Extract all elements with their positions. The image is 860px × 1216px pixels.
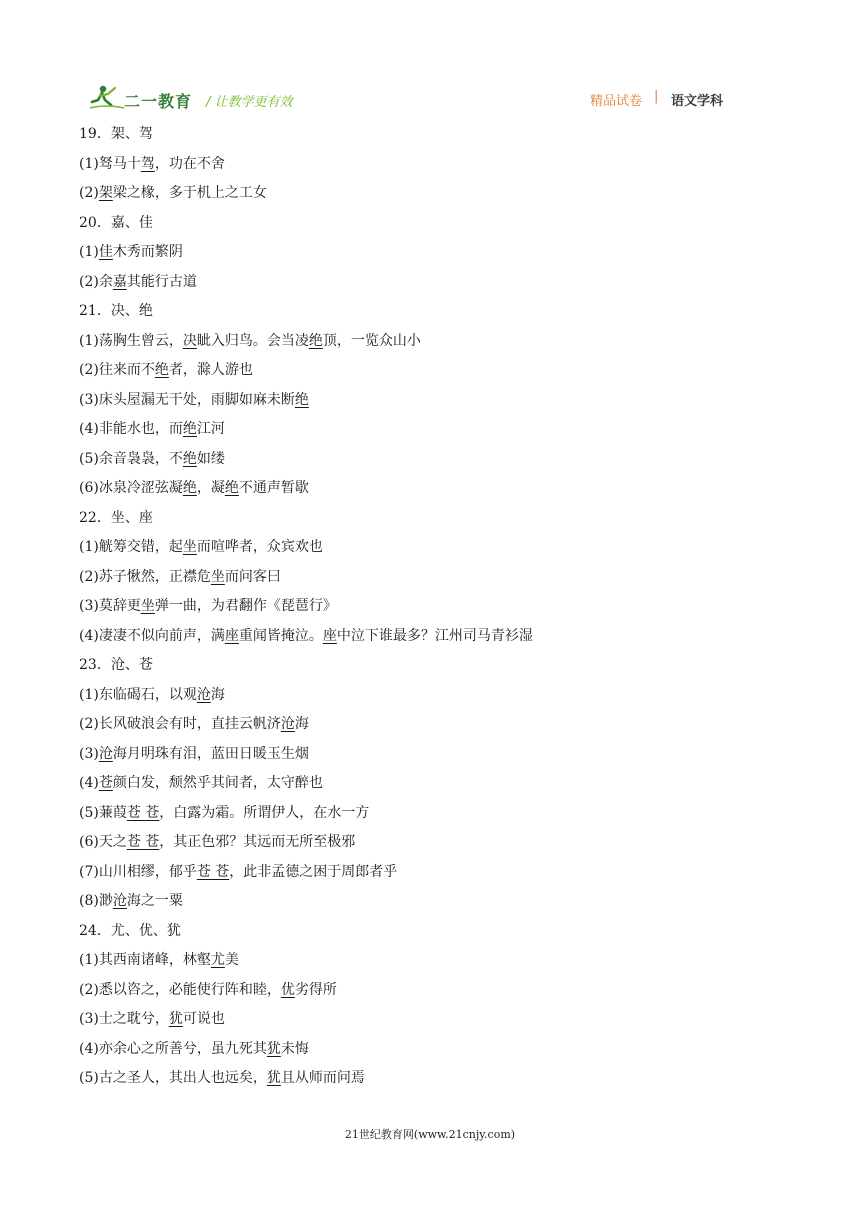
text-segment: (3)士之耽兮， xyxy=(79,1011,169,1027)
item-line xyxy=(79,710,779,740)
text-segment: 其能行古道 xyxy=(126,273,197,290)
text-segment: (2) xyxy=(79,185,99,201)
text-segment: 且从师而问焉 xyxy=(280,1070,365,1086)
underlined-char: 绝 xyxy=(182,421,197,437)
text-segment: 眦入归鸟。会当凌 xyxy=(196,332,309,349)
section-heading xyxy=(79,504,779,534)
text-segment: (1)荡胸生曾云， xyxy=(79,332,183,349)
running-figure-logo-icon xyxy=(88,84,128,112)
text-segment: (8)渺 xyxy=(79,893,113,909)
text-segment: (3)床头屋漏无干处，雨脚如麻未断 xyxy=(79,391,295,408)
text-segment: (1)东临碣石，以观 xyxy=(79,686,197,703)
document-body xyxy=(79,120,779,1094)
section-heading xyxy=(79,917,779,947)
item-line xyxy=(79,533,779,563)
underlined-char: 苍 苍 xyxy=(126,834,160,850)
underlined-char: 绝 xyxy=(154,362,169,378)
item-line xyxy=(79,356,779,386)
header-tag-quality: 精品试卷 xyxy=(590,94,643,109)
text-segment: (6)天之 xyxy=(79,834,127,850)
text-segment: 如缕 xyxy=(196,450,225,467)
underlined-char: 架 xyxy=(98,185,113,201)
underlined-char: 坐 xyxy=(140,598,155,614)
text-segment: 者，滁人游也 xyxy=(168,362,253,378)
text-segment: 21．决、绝 xyxy=(79,303,153,319)
underlined-char: 优 xyxy=(280,981,295,998)
text-segment: (4) xyxy=(79,775,99,791)
text-segment: 而喧哗者，众宾欢也 xyxy=(196,539,323,555)
underlined-char: 尤 xyxy=(210,952,225,968)
item-line xyxy=(79,327,779,357)
item-line xyxy=(79,858,779,888)
text-segment: (2)长风破浪会有时，直挂云帆济 xyxy=(79,716,281,732)
text-segment: 中泣下谁最多？江州司马青衫湿 xyxy=(336,627,533,644)
text-segment: 顶，一览众山小 xyxy=(322,332,421,349)
text-segment: (1)觥筹交错，起 xyxy=(79,539,183,555)
text-segment: 海 xyxy=(210,686,225,703)
text-segment: 梁之椽，多于机上之工女 xyxy=(112,185,267,201)
item-line xyxy=(79,799,779,829)
text-segment: (5)蒹葭 xyxy=(79,804,127,821)
underlined-char: 犹 xyxy=(168,1011,183,1027)
text-segment: 弹一曲，为君翻作《琵琶行》 xyxy=(154,598,337,614)
text-segment: 19．架、驾 xyxy=(79,126,153,142)
underlined-char: 坐 xyxy=(182,539,197,555)
text-segment: 海 xyxy=(294,716,309,732)
item-line xyxy=(79,828,779,858)
text-segment: 未悔 xyxy=(280,1040,309,1057)
text-segment: (6)冰泉冷涩弦凝 xyxy=(79,480,183,496)
item-line xyxy=(79,150,779,180)
item-line xyxy=(79,976,779,1006)
item-line xyxy=(79,268,779,298)
underlined-char: 决 xyxy=(182,332,197,349)
underlined-char: 沧 xyxy=(98,745,113,762)
text-segment: ，凝 xyxy=(196,480,225,496)
item-line xyxy=(79,681,779,711)
item-line xyxy=(79,592,779,622)
text-segment: (5)余音袅袅，不 xyxy=(79,450,183,467)
text-segment: (5)古之圣人，其出人也远矣， xyxy=(79,1070,267,1086)
underlined-char: 苍 苍 xyxy=(126,804,160,821)
section-heading xyxy=(79,209,779,239)
underlined-char: 嘉 xyxy=(112,273,127,290)
text-segment: 海之一粟 xyxy=(126,893,183,909)
item-line xyxy=(79,740,779,770)
text-segment: ，其正色邪？其远而无所至极邪 xyxy=(159,834,356,850)
underlined-char: 绝 xyxy=(182,450,197,467)
underlined-char: 坐 xyxy=(210,568,225,585)
text-segment: 木秀而繁阴 xyxy=(112,244,183,260)
item-line xyxy=(79,386,779,416)
underlined-char: 驾 xyxy=(140,155,155,172)
text-segment: 24．尤、优、犹 xyxy=(79,922,181,939)
text-segment: (1)驽马十 xyxy=(79,155,141,172)
item-line xyxy=(79,1005,779,1035)
item-line xyxy=(79,1064,779,1094)
underlined-char: 座 xyxy=(322,627,337,644)
item-line xyxy=(79,179,779,209)
text-segment: 颜白发，颓然乎其间者，太守醉也 xyxy=(112,775,323,791)
text-segment: (4)非能水也，而 xyxy=(79,421,183,437)
text-segment: (3) xyxy=(79,745,99,762)
item-line xyxy=(79,474,779,504)
text-segment: 江河 xyxy=(196,421,225,437)
underlined-char: 犹 xyxy=(266,1040,281,1057)
section-heading xyxy=(79,651,779,681)
item-line xyxy=(79,887,779,917)
text-segment: (4)亦余心之所善兮，虽九死其 xyxy=(79,1040,267,1057)
header-separator: | xyxy=(654,89,659,104)
underlined-char: 苍 xyxy=(98,775,113,791)
item-line xyxy=(79,1035,779,1065)
text-segment: 23．沧、苍 xyxy=(79,657,153,673)
section-heading xyxy=(79,120,779,150)
text-segment: 重闻皆掩泣。 xyxy=(238,627,323,644)
section-heading xyxy=(79,297,779,327)
underlined-char: 绝 xyxy=(224,480,239,496)
underlined-char: 犹 xyxy=(266,1070,281,1086)
text-segment: 美 xyxy=(224,952,239,968)
brand-name: 二一教育 xyxy=(124,92,193,111)
underlined-char: 沧 xyxy=(196,686,211,703)
text-segment: 22．坐、座 xyxy=(79,509,153,526)
text-segment: (2)悉以咨之，必能使行阵和睦， xyxy=(79,981,281,998)
text-segment: (3)莫辞更 xyxy=(79,598,141,614)
underlined-char: 沧 xyxy=(280,716,295,732)
underlined-char: 绝 xyxy=(182,480,197,496)
text-segment: 可说也 xyxy=(182,1011,225,1027)
item-line xyxy=(79,946,779,976)
page-header xyxy=(88,84,748,114)
text-segment: 不通声暂歇 xyxy=(238,480,309,496)
text-segment: (2)苏子愀然，正襟危 xyxy=(79,568,211,585)
item-line xyxy=(79,238,779,268)
text-segment: (1)其西南诸峰，林壑 xyxy=(79,952,211,968)
underlined-char: 沧 xyxy=(112,893,127,909)
item-line xyxy=(79,622,779,652)
item-line xyxy=(79,769,779,799)
item-line xyxy=(79,415,779,445)
text-segment: 海月明珠有泪，蓝田日暖玉生烟 xyxy=(112,745,309,762)
text-segment: ，功在不舍 xyxy=(154,155,225,172)
item-line xyxy=(79,563,779,593)
text-segment: (2)余 xyxy=(79,273,113,290)
text-segment: ，白露为霜。所谓伊人，在水一方 xyxy=(159,804,370,821)
text-segment: 20．嘉、佳 xyxy=(79,214,153,231)
item-line xyxy=(79,445,779,475)
text-segment: (2)往来而不 xyxy=(79,362,155,378)
text-segment: (1) xyxy=(79,244,99,260)
text-segment: ，此非孟德之困于周郎者乎 xyxy=(229,863,398,880)
brand-slogan: / 让教学更有效 xyxy=(206,95,293,110)
underlined-char: 苍 苍 xyxy=(196,863,230,880)
underlined-char: 佳 xyxy=(98,244,113,260)
page-footer: 21世纪教育网(www.21cnjy.com) xyxy=(344,1128,516,1141)
header-tag-subject: 语文学科 xyxy=(671,94,724,109)
underlined-char: 绝 xyxy=(294,391,309,408)
underlined-char: 绝 xyxy=(308,332,323,349)
text-segment: (4)凄凄不似向前声，满 xyxy=(79,627,225,644)
text-segment: 而问客曰 xyxy=(224,568,281,585)
text-segment: (7)山川相缪，郁乎 xyxy=(79,863,197,880)
text-segment: 劣得所 xyxy=(294,981,337,998)
underlined-char: 座 xyxy=(224,627,239,644)
